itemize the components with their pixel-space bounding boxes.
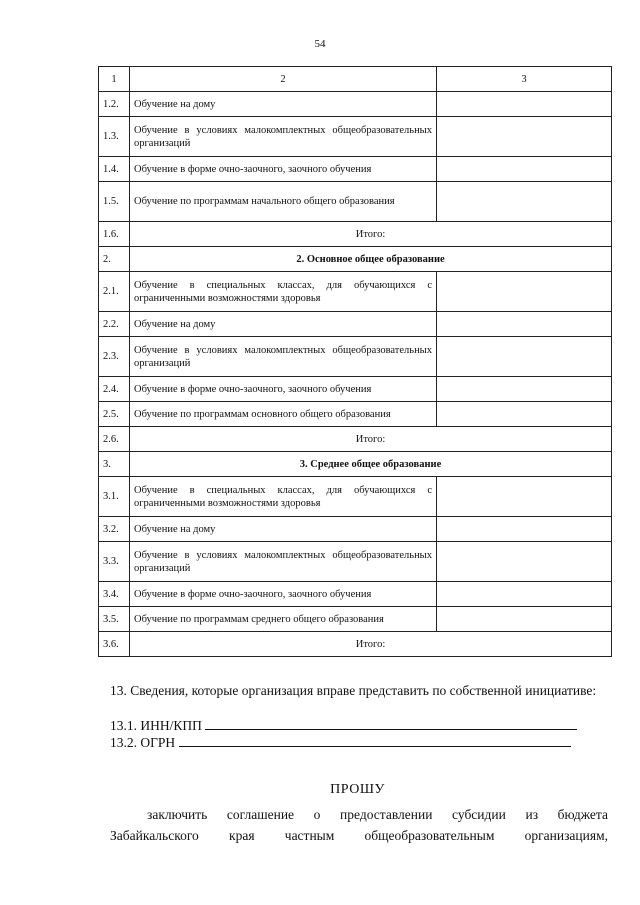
- row-number: 2.6.: [99, 427, 130, 452]
- row-description: Обучение по программам основного общего образования: [130, 402, 437, 427]
- row-value-cell[interactable]: [437, 517, 612, 542]
- row-number: 2.5.: [99, 402, 130, 427]
- section-heading: 3. Среднее общее образование: [130, 452, 612, 477]
- table-row: [99, 607, 612, 632]
- row-value-cell[interactable]: [437, 117, 612, 157]
- row-number: 2.: [99, 247, 130, 272]
- row-value-cell[interactable]: [437, 157, 612, 182]
- ogrn-label: 13.2. ОГРН: [110, 735, 176, 750]
- row-description: Обучение в специальных классах, для обучающихся с ограниченными возможностями здоровья: [130, 477, 437, 517]
- row-description: Обучение в условиях малокомплектных общеобразовательных организаций: [130, 542, 437, 582]
- header-col-1: 1: [99, 67, 130, 92]
- row-value-cell[interactable]: [437, 607, 612, 632]
- row-value-cell[interactable]: [437, 582, 612, 607]
- table-row: [99, 312, 612, 337]
- row-number: 2.3.: [99, 337, 130, 377]
- row-number: 2.2.: [99, 312, 130, 337]
- table-row: [99, 337, 612, 377]
- table-row: [99, 582, 612, 607]
- table-row: [99, 247, 612, 272]
- row-number: 3.: [99, 452, 130, 477]
- row-number: 1.2.: [99, 92, 130, 117]
- inn-kpp-row: [110, 717, 577, 734]
- section-heading: 2. Основное общее образование: [130, 247, 612, 272]
- table-row: [99, 117, 612, 157]
- row-number: 2.1.: [99, 272, 130, 312]
- row-value-cell[interactable]: [437, 377, 612, 402]
- table-row: [99, 427, 612, 452]
- table-row: [99, 632, 612, 657]
- inn-kpp-label: 13.1. ИНН/КПП: [110, 718, 202, 733]
- row-number: 3.5.: [99, 607, 130, 632]
- table-row: [99, 542, 612, 582]
- table-row: [99, 452, 612, 477]
- row-description: Обучение на дому: [130, 517, 437, 542]
- row-value-cell[interactable]: [437, 272, 612, 312]
- table-row: [99, 182, 612, 222]
- table-row: [99, 157, 612, 182]
- table-row: [99, 477, 612, 517]
- row-value-cell[interactable]: [437, 477, 612, 517]
- row-number: 2.4.: [99, 377, 130, 402]
- row-description: Обучение в форме очно-заочного, заочного обучения: [130, 157, 437, 182]
- row-value-cell[interactable]: [437, 402, 612, 427]
- row-value-cell[interactable]: [437, 182, 612, 222]
- page-number: 54: [314, 38, 326, 50]
- row-value-cell[interactable]: [437, 92, 612, 117]
- total-label: Итого:: [130, 427, 612, 452]
- ogrn-row: [110, 734, 571, 751]
- request-line-1: заключить соглашение о предоставлении субсидии из бюджета: [147, 807, 608, 822]
- row-number: 3.6.: [99, 632, 130, 657]
- row-number: 3.1.: [99, 477, 130, 517]
- row-value-cell[interactable]: [437, 312, 612, 337]
- header-col-3: 3: [437, 67, 612, 92]
- table-row: [99, 517, 612, 542]
- table-row: [99, 92, 612, 117]
- section-13-text: 13. Сведения, которые организация вправе представить по собственной инициативе:: [110, 683, 597, 698]
- total-label: Итого:: [130, 222, 612, 247]
- table-row: [99, 272, 612, 312]
- table-header-row: [99, 67, 612, 92]
- row-number: 3.3.: [99, 542, 130, 582]
- table-row: [99, 402, 612, 427]
- row-value-cell[interactable]: [437, 542, 612, 582]
- total-label: Итого:: [130, 632, 612, 657]
- row-number: 1.3.: [99, 117, 130, 157]
- data-table: [98, 66, 612, 657]
- row-description: Обучение в специальных классах, для обучающихся с ограниченными возможностями здоровья: [130, 272, 437, 312]
- row-description: Обучение по программам среднего общего образования: [130, 607, 437, 632]
- row-number: 3.4.: [99, 582, 130, 607]
- row-number: 3.2.: [99, 517, 130, 542]
- row-value-cell[interactable]: [437, 337, 612, 377]
- row-number: 1.4.: [99, 157, 130, 182]
- request-line-2: Забайкальского края частным общеобразовательным организациям,: [110, 828, 608, 843]
- request-title: ПРОШУ: [330, 782, 385, 797]
- row-number: 1.5.: [99, 182, 130, 222]
- ogrn-field[interactable]: [179, 734, 571, 747]
- row-description: Обучение на дому: [130, 312, 437, 337]
- table-row: [99, 222, 612, 247]
- row-description: Обучение в условиях малокомплектных общеобразовательных организаций: [130, 117, 437, 157]
- row-description: Обучение в условиях малокомплектных общеобразовательных организаций: [130, 337, 437, 377]
- row-description: Обучение в форме очно-заочного, заочного обучения: [130, 582, 437, 607]
- row-number: 1.6.: [99, 222, 130, 247]
- row-description: Обучение на дому: [130, 92, 437, 117]
- inn-kpp-field[interactable]: [205, 717, 577, 730]
- table-row: [99, 377, 612, 402]
- header-col-2: 2: [130, 67, 437, 92]
- row-description: Обучение по программам начального общего образования: [130, 182, 437, 222]
- row-description: Обучение в форме очно-заочного, заочного обучения: [130, 377, 437, 402]
